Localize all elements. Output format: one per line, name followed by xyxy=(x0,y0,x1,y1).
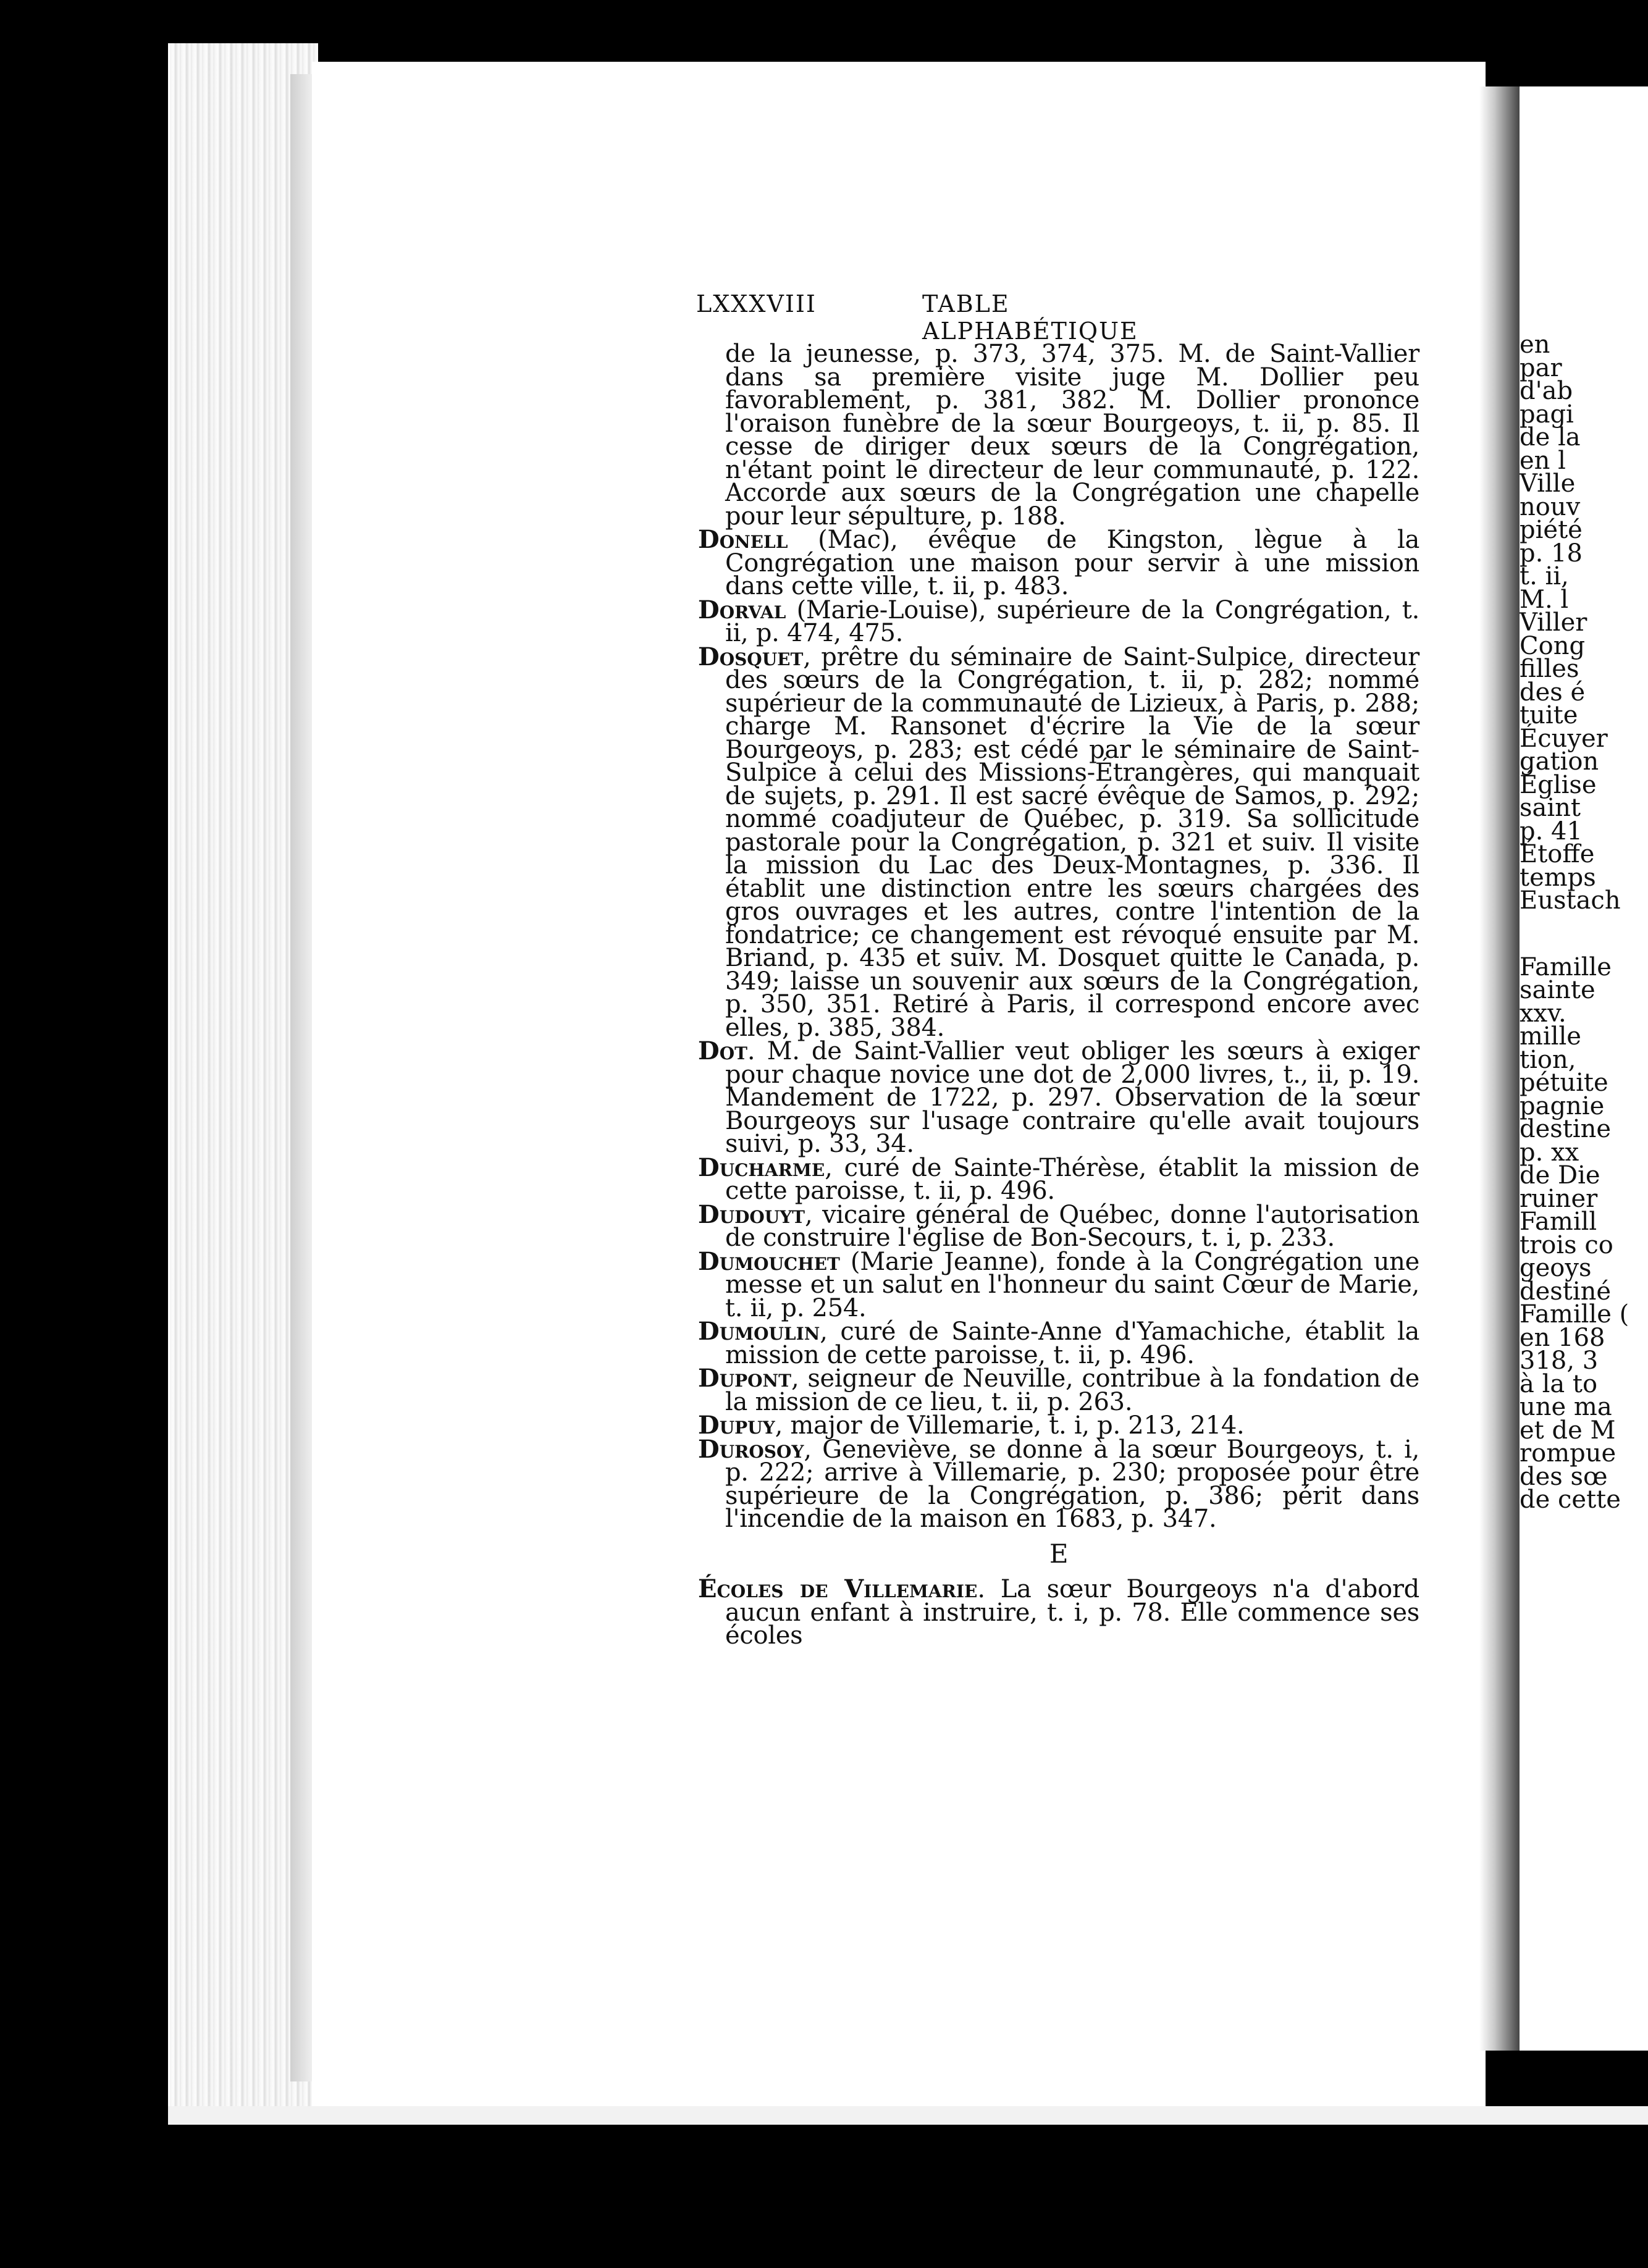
index-entry-heading: Ducharme xyxy=(698,1153,825,1182)
book-bottom-edge xyxy=(168,2106,1648,2125)
facing-page-line: temps xyxy=(1520,863,1596,892)
index-entry-text: . M. de Saint-Vallier veut obliger les sœurs à exiger pour chaque novice une dot de 2,000 livres, t., ii, p. 19. Mandement de 1722, p. 297. Observation de la sœur Bourgeoys sur l'usage contraire qu'elle avait toujours suivi, p. 33, 34. xyxy=(725,1037,1419,1158)
facing-page-line: Viller xyxy=(1520,608,1587,637)
index-entry xyxy=(698,595,1419,647)
facing-page-line: p. 18 xyxy=(1520,539,1583,568)
index-entry-text: , seigneur de Neuville, contribue à la fondation de la mission de ce lieu, t. ii, p. 263. xyxy=(725,1364,1419,1416)
index-entry-text: (Marie-Louise), supérieure de la Congrégation, t. ii, p. 474, 475. xyxy=(725,595,1419,647)
index-entry xyxy=(698,1364,1419,1416)
facing-page-line: en l xyxy=(1520,446,1566,475)
index-entry xyxy=(698,1411,1419,1440)
index-entry xyxy=(698,1574,1419,1650)
facing-page-line: p. xx xyxy=(1520,1138,1579,1167)
section-letter: E xyxy=(1049,1538,1069,1569)
facing-page-line: Famille xyxy=(1520,952,1612,981)
facing-page xyxy=(1520,86,1648,2051)
index-entry-text: de la jeunesse, p. 373, 374, 375. M. de Saint-Vallier dans sa première visite juge M. Dollier peu favorablement, p. 381, 382. M. Dollier prononce l'oraison funèbre de la sœur Bourgeoys, t. ii, p. 85. Il cesse de diriger deux sœurs de la Congrégation, n'étant point le directeur de leur communauté, p. 122. Accorde aux sœurs de la Congrégation une chapelle pour leur sépulture, p. 188. xyxy=(725,340,1419,531)
facing-page-line: Famille ( xyxy=(1520,1300,1629,1329)
facing-page-line: de Die xyxy=(1520,1161,1600,1190)
facing-page-line: par xyxy=(1520,353,1562,382)
page-number: LXXXVIII xyxy=(696,290,817,317)
facing-page-line: geoys xyxy=(1520,1254,1592,1282)
index-entry-text: , prêtre du séminaire de Saint-Sulpice, directeur des sœurs de la Congrégation, t. ii, p. 282; nommé supérieur de la communauté de Lizieux, à Paris, p. 288; charge M. Ransonet d'écrire la Vie de la sœur Bourgeoys, p. 283; est cédé par le séminaire de Saint-Sulpice à celui des Missions-Étrangères, qui manquait de sujets, p. 291. Il est sacré évêque de Samos, p. 292; nommé coadjuteur de Québec, p. 319. Sa sollicitude pastorale pour la Congrégation, p. 321 et suiv. Il visite la mission du Lac des Deux-Montagnes, p. 336. Il établit une distinction entre les sœurs chargées des gros ouvrages et les autres, contre l'intention de la fondatrice; ce changement est révoqué ensuite par M. Briand, p. 435 et suiv. M. Dosquet quitte le Canada, p. 349; laisse un souvenir aux sœurs de la Congrégation, p. 350, 351. Retiré à Paris, il correspond encore avec elles, p. 385, 384. xyxy=(725,642,1419,1042)
index-entry-heading: Donell xyxy=(698,525,788,554)
facing-page-line: destiné xyxy=(1520,1277,1612,1306)
facing-page-line: tuite xyxy=(1520,701,1578,729)
index-entry-heading: Dupuy xyxy=(698,1411,775,1440)
facing-page-line: gation xyxy=(1520,747,1599,776)
facing-page-line: destine xyxy=(1520,1115,1612,1143)
index-column xyxy=(698,340,1419,1650)
index-entry-text: (Mac), évêque de Kingston, lègue à la Congrégation une maison pour servir à une mission dans cette ville, t. ii, p. 483. xyxy=(725,526,1419,600)
facing-page-line: Écuyer xyxy=(1520,724,1608,753)
index-entry xyxy=(698,642,1419,1042)
index-entry-heading: Dot xyxy=(698,1036,747,1065)
facing-page-line: saint xyxy=(1520,794,1581,822)
index-entry xyxy=(698,1317,1419,1369)
index-entry-heading: Dudouyt xyxy=(698,1199,805,1229)
facing-page-line: à la to xyxy=(1520,1369,1598,1398)
facing-page-line: pagi xyxy=(1520,400,1574,429)
facing-page-line: ruiner xyxy=(1520,1184,1598,1213)
index-entry xyxy=(698,1434,1419,1533)
running-head xyxy=(696,290,1190,345)
index-entry-heading: Dorval xyxy=(698,595,786,624)
index-entry-text: . La sœur Bourgeoys n'a d'abord aucun enfant à instruire, t. i, p. 78. Elle commence ses écoles xyxy=(725,1575,1419,1650)
index-entry xyxy=(698,1036,1419,1158)
facing-page-line: des é xyxy=(1520,678,1586,707)
facing-page-line: M. l xyxy=(1520,585,1569,614)
facing-page-line: de cette xyxy=(1520,1485,1621,1514)
facing-page-line: pétuite xyxy=(1520,1069,1608,1097)
facing-page-text xyxy=(1520,330,1648,1514)
page-edge-shadow xyxy=(290,74,315,2081)
facing-page-line: et de M xyxy=(1520,1416,1616,1445)
facing-page-line: de la xyxy=(1520,423,1581,452)
facing-page-line: Église xyxy=(1520,770,1597,799)
index-entry-text: , vicaire général de Québec, donne l'autorisation de construire l'église de Bon-Secours, t. i, p. 233. xyxy=(725,1200,1419,1252)
facing-page-line: d'ab xyxy=(1520,377,1573,405)
facing-page-line: t. ii, xyxy=(1520,562,1569,590)
index-entry xyxy=(698,525,1419,600)
index-entry-text: , curé de Sainte-Thérèse, établit la mission de cette paroisse, t. ii, p. 496. xyxy=(725,1153,1419,1205)
facing-page-line: Cong xyxy=(1520,631,1586,660)
index-entry-text: , Geneviève, se donne à la sœur Bourgeoys, t. i, p. 222; arrive à Villemarie, p. 230; proposée pour être supérieure de la Congrégation, p. 386; périt dans l'incendie de la maison en 1683, p. 347. xyxy=(725,1435,1419,1533)
facing-page-line: Étoffe xyxy=(1520,840,1595,868)
facing-page-line: en 168 xyxy=(1520,1323,1605,1352)
book-gutter-shadow xyxy=(1479,86,1523,2051)
index-entry xyxy=(698,1199,1419,1252)
index-entries-d xyxy=(698,340,1419,1533)
facing-page-line: pagnie xyxy=(1520,1091,1605,1120)
facing-page-line: une ma xyxy=(1520,1393,1612,1421)
facing-page-line: en xyxy=(1520,330,1550,359)
facing-page-line: 318, 3 xyxy=(1520,1346,1599,1375)
facing-page-line: filles xyxy=(1520,655,1579,683)
facing-page-line: tion, xyxy=(1520,1045,1576,1074)
facing-page-line: trois co xyxy=(1520,1230,1613,1259)
index-entry xyxy=(698,1153,1419,1205)
facing-page-line: p. 41 xyxy=(1520,817,1583,846)
index-entries-e xyxy=(698,1574,1419,1650)
index-entry-heading: Dumoulin xyxy=(698,1317,820,1346)
facing-page-line: piété xyxy=(1520,516,1583,544)
facing-page-line: xxv. xyxy=(1520,999,1566,1028)
index-entry-heading: Dupont xyxy=(698,1364,791,1393)
facing-page-line: des sœ xyxy=(1520,1462,1608,1491)
index-entry-heading: Écoles de Villemarie xyxy=(698,1574,978,1603)
page-title: TABLE ALPHABÉTIQUE xyxy=(922,290,1138,345)
index-entry xyxy=(698,340,1419,531)
index-entry xyxy=(698,1246,1419,1322)
index-entry-heading: Durosoy xyxy=(698,1434,804,1464)
facing-page-line: mille xyxy=(1520,1022,1581,1051)
index-entry-text: , major de Villemarie, t. i, p. 213, 214. xyxy=(775,1411,1245,1440)
facing-page-line: Eustach xyxy=(1520,886,1621,915)
facing-page-line: sainte xyxy=(1520,976,1595,1004)
facing-page-line: nouv xyxy=(1520,492,1581,521)
index-entry-text: , curé de Sainte-Anne d'Yamachiche, établit la mission de cette paroisse, t. ii, p. 496. xyxy=(725,1317,1419,1369)
facing-page-line: rompue xyxy=(1520,1439,1616,1468)
facing-page-line: Famill xyxy=(1520,1208,1597,1236)
index-entry-text: (Marie Jeanne), fonde à la Congrégation une messe et un salut en l'honneur du saint Cœur de Marie, t. ii, p. 254. xyxy=(725,1247,1419,1322)
index-entry-heading: Dosquet xyxy=(698,642,804,671)
index-entry-heading: Dumouchet xyxy=(698,1246,840,1276)
facing-page-line: Ville xyxy=(1520,469,1576,498)
